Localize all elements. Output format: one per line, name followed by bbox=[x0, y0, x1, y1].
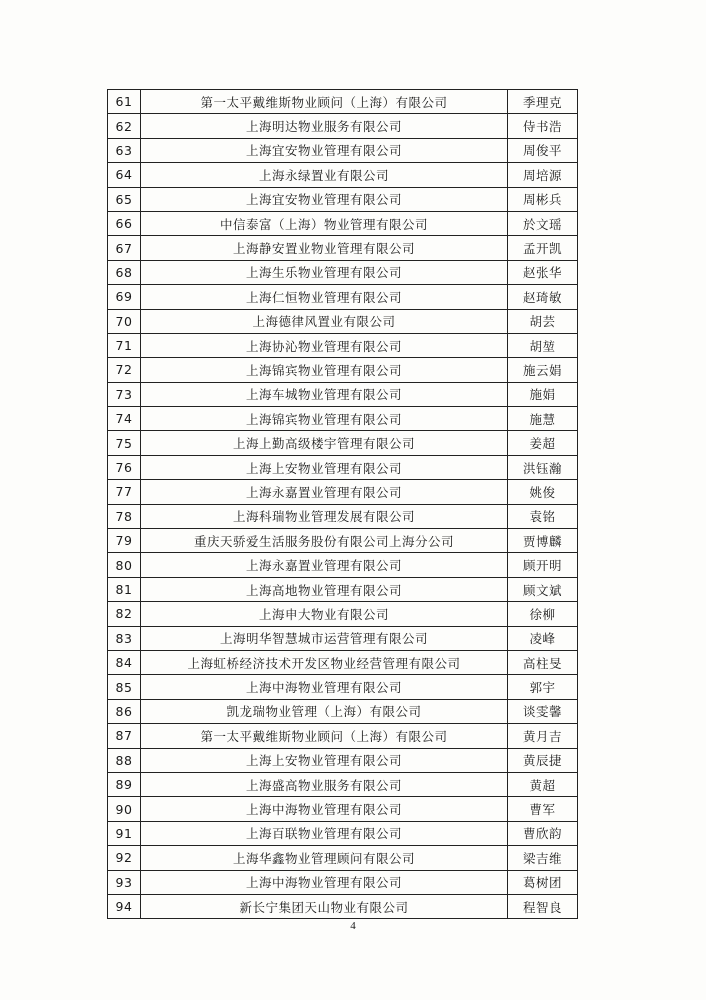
table-row bbox=[108, 138, 578, 162]
person-name-cell: 曹军 bbox=[508, 797, 578, 821]
person-name-cell: 顾文斌 bbox=[508, 577, 578, 601]
row-number-cell: 73 bbox=[108, 382, 141, 406]
row-number-cell: 88 bbox=[108, 748, 141, 772]
company-cell: 上海百联物业管理有限公司 bbox=[141, 821, 508, 845]
company-cell: 上海车城物业管理有限公司 bbox=[141, 382, 508, 406]
table-row bbox=[108, 797, 578, 821]
row-number-cell: 64 bbox=[108, 163, 141, 187]
table-row bbox=[108, 626, 578, 650]
company-cell: 上海宜安物业管理有限公司 bbox=[141, 187, 508, 211]
person-name-cell: 黄超 bbox=[508, 772, 578, 796]
person-name-cell: 葛树团 bbox=[508, 870, 578, 894]
row-number-cell: 83 bbox=[108, 626, 141, 650]
table-row bbox=[108, 211, 578, 235]
table-row bbox=[108, 675, 578, 699]
company-cell: 上海上安物业管理有限公司 bbox=[141, 455, 508, 479]
company-cell: 上海锦宾物业管理有限公司 bbox=[141, 407, 508, 431]
person-name-cell: 施慧 bbox=[508, 407, 578, 431]
table-row bbox=[108, 455, 578, 479]
person-name-cell: 赵张华 bbox=[508, 260, 578, 284]
company-cell: 第一太平戴维斯物业顾问（上海）有限公司 bbox=[141, 90, 508, 114]
person-name-cell: 黄月吉 bbox=[508, 724, 578, 748]
person-name-cell: 施云娟 bbox=[508, 358, 578, 382]
table-row bbox=[108, 846, 578, 870]
person-name-cell: 周彬兵 bbox=[508, 187, 578, 211]
company-cell: 上海静安置业物业管理有限公司 bbox=[141, 236, 508, 260]
person-name-cell: 凌峰 bbox=[508, 626, 578, 650]
company-cell: 上海协沁物业管理有限公司 bbox=[141, 333, 508, 357]
company-cell: 上海锦宾物业管理有限公司 bbox=[141, 358, 508, 382]
company-cell: 上海明达物业服务有限公司 bbox=[141, 114, 508, 138]
row-number-cell: 82 bbox=[108, 602, 141, 626]
company-cell: 上海永嘉置业管理有限公司 bbox=[141, 480, 508, 504]
table-row bbox=[108, 480, 578, 504]
person-name-cell: 袁铭 bbox=[508, 504, 578, 528]
row-number-cell: 67 bbox=[108, 236, 141, 260]
company-cell: 第一太平戴维斯物业顾问（上海）有限公司 bbox=[141, 724, 508, 748]
table-row bbox=[108, 577, 578, 601]
table-body bbox=[108, 90, 578, 919]
person-name-cell: 高柱旻 bbox=[508, 650, 578, 674]
company-cell: 上海科瑞物业管理发展有限公司 bbox=[141, 504, 508, 528]
person-name-cell: 胡芸 bbox=[508, 309, 578, 333]
company-cell: 上海申大物业有限公司 bbox=[141, 602, 508, 626]
table-row bbox=[108, 748, 578, 772]
row-number-cell: 92 bbox=[108, 846, 141, 870]
company-cell: 上海宜安物业管理有限公司 bbox=[141, 138, 508, 162]
table-row bbox=[108, 358, 578, 382]
person-name-cell: 施娟 bbox=[508, 382, 578, 406]
row-number-cell: 66 bbox=[108, 211, 141, 235]
person-name-cell: 姜超 bbox=[508, 431, 578, 455]
table-row bbox=[108, 553, 578, 577]
person-name-cell: 周俊平 bbox=[508, 138, 578, 162]
company-cell: 上海虹桥经济技术开发区物业经营管理有限公司 bbox=[141, 650, 508, 674]
person-name-cell: 姚俊 bbox=[508, 480, 578, 504]
company-cell: 上海中海物业管理有限公司 bbox=[141, 797, 508, 821]
table-row bbox=[108, 407, 578, 431]
person-name-cell: 周培源 bbox=[508, 163, 578, 187]
company-cell: 上海中海物业管理有限公司 bbox=[141, 870, 508, 894]
company-cell: 重庆天骄爱生活服务股份有限公司上海分公司 bbox=[141, 529, 508, 553]
table-row bbox=[108, 163, 578, 187]
table-row bbox=[108, 724, 578, 748]
row-number-cell: 91 bbox=[108, 821, 141, 845]
table-row bbox=[108, 894, 578, 918]
company-cell: 上海中海物业管理有限公司 bbox=[141, 675, 508, 699]
row-number-cell: 61 bbox=[108, 90, 141, 114]
row-number-cell: 79 bbox=[108, 529, 141, 553]
table-row bbox=[108, 650, 578, 674]
person-name-cell: 顾开明 bbox=[508, 553, 578, 577]
table-row bbox=[108, 333, 578, 357]
table-row bbox=[108, 529, 578, 553]
person-name-cell: 徐柳 bbox=[508, 602, 578, 626]
company-cell: 上海上勤高级楼宇管理有限公司 bbox=[141, 431, 508, 455]
person-name-cell: 谈雯馨 bbox=[508, 699, 578, 723]
table-row bbox=[108, 699, 578, 723]
person-name-cell: 程智良 bbox=[508, 894, 578, 918]
company-cell: 上海华鑫物业管理顾问有限公司 bbox=[141, 846, 508, 870]
table-row bbox=[108, 236, 578, 260]
personnel-table bbox=[107, 89, 578, 919]
row-number-cell: 84 bbox=[108, 650, 141, 674]
row-number-cell: 70 bbox=[108, 309, 141, 333]
row-number-cell: 93 bbox=[108, 870, 141, 894]
table-row bbox=[108, 602, 578, 626]
person-name-cell: 赵琦敏 bbox=[508, 285, 578, 309]
person-name-cell: 曹欣韵 bbox=[508, 821, 578, 845]
row-number-cell: 78 bbox=[108, 504, 141, 528]
table-row bbox=[108, 504, 578, 528]
company-cell: 上海德律风置业有限公司 bbox=[141, 309, 508, 333]
person-name-cell: 侍书浩 bbox=[508, 114, 578, 138]
row-number-cell: 86 bbox=[108, 699, 141, 723]
row-number-cell: 77 bbox=[108, 480, 141, 504]
table-row bbox=[108, 821, 578, 845]
company-cell: 上海明华智慧城市运营管理有限公司 bbox=[141, 626, 508, 650]
person-name-cell: 梁吉维 bbox=[508, 846, 578, 870]
person-name-cell: 孟开凯 bbox=[508, 236, 578, 260]
company-cell: 上海高地物业管理有限公司 bbox=[141, 577, 508, 601]
company-cell: 凯龙瑞物业管理（上海）有限公司 bbox=[141, 699, 508, 723]
row-number-cell: 63 bbox=[108, 138, 141, 162]
person-name-cell: 郭宇 bbox=[508, 675, 578, 699]
page-number: 4 bbox=[350, 920, 356, 932]
company-cell: 上海仁恒物业管理有限公司 bbox=[141, 285, 508, 309]
table-row bbox=[108, 870, 578, 894]
table-row bbox=[108, 772, 578, 796]
table-row bbox=[108, 114, 578, 138]
company-cell: 上海盛高物业服务有限公司 bbox=[141, 772, 508, 796]
row-number-cell: 90 bbox=[108, 797, 141, 821]
person-name-cell: 贾博麟 bbox=[508, 529, 578, 553]
company-cell: 中信泰富（上海）物业管理有限公司 bbox=[141, 211, 508, 235]
row-number-cell: 87 bbox=[108, 724, 141, 748]
row-number-cell: 85 bbox=[108, 675, 141, 699]
person-name-cell: 黄辰捷 bbox=[508, 748, 578, 772]
row-number-cell: 65 bbox=[108, 187, 141, 211]
table-row bbox=[108, 285, 578, 309]
company-cell: 上海永绿置业有限公司 bbox=[141, 163, 508, 187]
table-row bbox=[108, 431, 578, 455]
person-name-cell: 洪钰瀚 bbox=[508, 455, 578, 479]
company-cell: 上海永嘉置业管理有限公司 bbox=[141, 553, 508, 577]
person-name-cell: 於文瑶 bbox=[508, 211, 578, 235]
person-name-cell: 季理克 bbox=[508, 90, 578, 114]
row-number-cell: 80 bbox=[108, 553, 141, 577]
row-number-cell: 68 bbox=[108, 260, 141, 284]
company-cell: 上海上安物业管理有限公司 bbox=[141, 748, 508, 772]
row-number-cell: 94 bbox=[108, 894, 141, 918]
row-number-cell: 62 bbox=[108, 114, 141, 138]
row-number-cell: 71 bbox=[108, 333, 141, 357]
table-row bbox=[108, 309, 578, 333]
table-row bbox=[108, 382, 578, 406]
table-row bbox=[108, 90, 578, 114]
company-cell: 上海生乐物业管理有限公司 bbox=[141, 260, 508, 284]
row-number-cell: 69 bbox=[108, 285, 141, 309]
company-cell: 新长宁集团天山物业有限公司 bbox=[141, 894, 508, 918]
row-number-cell: 75 bbox=[108, 431, 141, 455]
row-number-cell: 89 bbox=[108, 772, 141, 796]
row-number-cell: 74 bbox=[108, 407, 141, 431]
row-number-cell: 72 bbox=[108, 358, 141, 382]
person-name-cell: 胡堃 bbox=[508, 333, 578, 357]
row-number-cell: 76 bbox=[108, 455, 141, 479]
table-row bbox=[108, 187, 578, 211]
row-number-cell: 81 bbox=[108, 577, 141, 601]
table-row bbox=[108, 260, 578, 284]
